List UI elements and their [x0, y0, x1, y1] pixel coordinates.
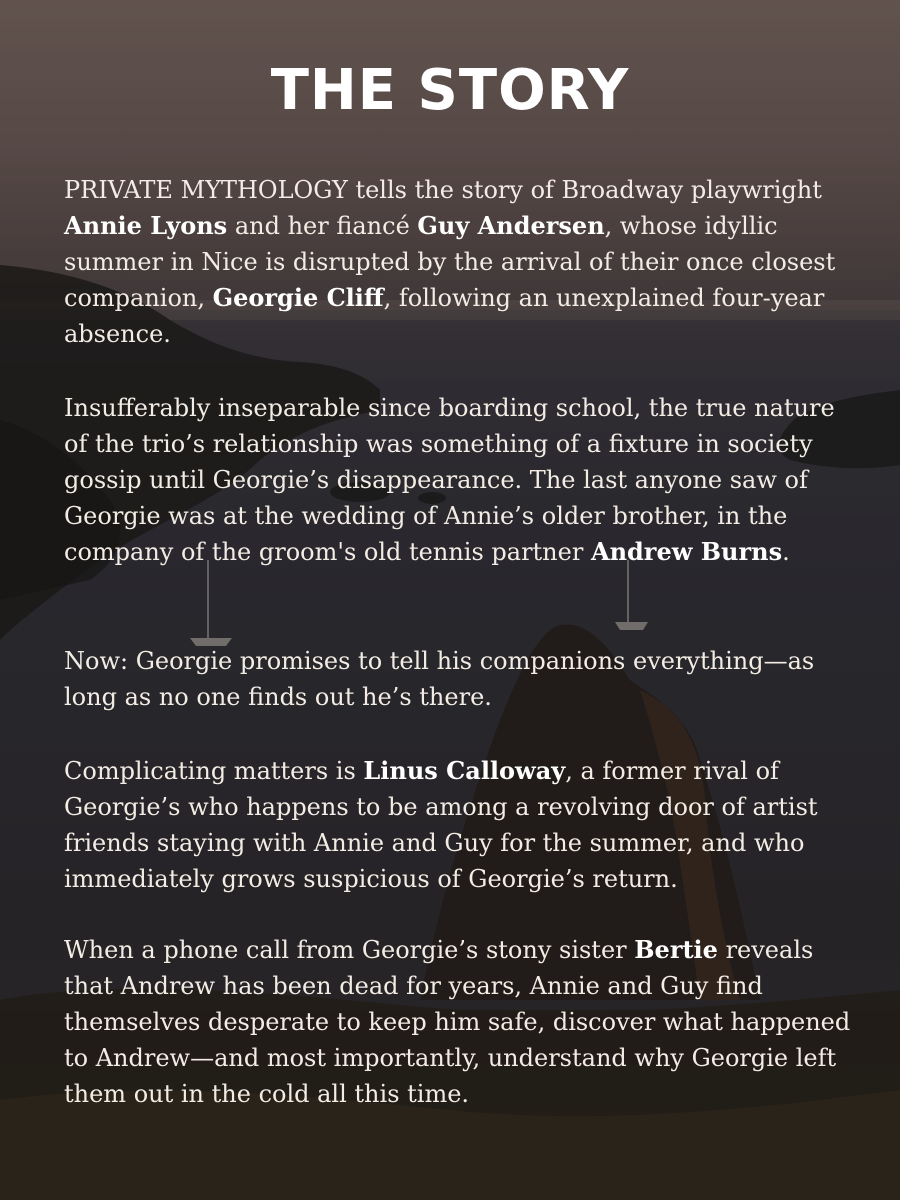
story-paragraph	[64, 932, 854, 1112]
story-text: .	[782, 538, 790, 566]
story-text: , a former rival of Georgie’s who happens to be among a revolving door of artist friends staying with Annie and Guy for the summer, and who immediately grows suspicious of Georgie’s return.	[64, 757, 818, 893]
character-name: Annie Lyons	[64, 211, 228, 240]
story-text: , following an unexplained four-year absence.	[64, 284, 825, 348]
story-text: Insufferably inseparable since boarding school, the true nature of the trio’s relationship was something of a fixture in society gossip until Georgie’s disappearance. The last anyone saw of Georgie was at the wedding of Annie’s older brother, in the company of the groom's old tennis partner	[64, 394, 835, 566]
story-paragraph	[64, 643, 854, 715]
character-name: Bertie	[634, 935, 718, 964]
story-paragraph	[64, 172, 854, 352]
story-text: reveals that Andrew has been dead for years, Annie and Guy find themselves desperate to keep him safe, discover what happened to Andrew—and most importantly, understand why Georgie left them out in the cold all this time.	[64, 936, 851, 1108]
character-name: Georgie Cliff	[212, 283, 384, 312]
character-name: Guy Andersen	[417, 211, 605, 240]
character-name: Andrew Burns	[590, 537, 783, 566]
story-text: When a phone call from Georgie’s stony sister	[64, 936, 635, 964]
story-paragraph	[64, 753, 854, 897]
story-text: PRIVATE MYTHOLOGY tells the story of Broadway playwright	[64, 176, 822, 204]
story-paragraph	[64, 390, 854, 570]
page-title: THE STORY	[270, 58, 630, 123]
story-text: Complicating matters is	[64, 757, 364, 785]
story-text: and her fiancé	[227, 212, 418, 240]
story-text: , whose idyllic summer in Nice is disrupted by the arrival of their once closest companion,	[64, 212, 836, 312]
character-name: Linus Calloway	[363, 756, 566, 785]
story-text: Now: Georgie promises to tell his companions everything—as long as no one finds out he’s there.	[64, 647, 815, 711]
